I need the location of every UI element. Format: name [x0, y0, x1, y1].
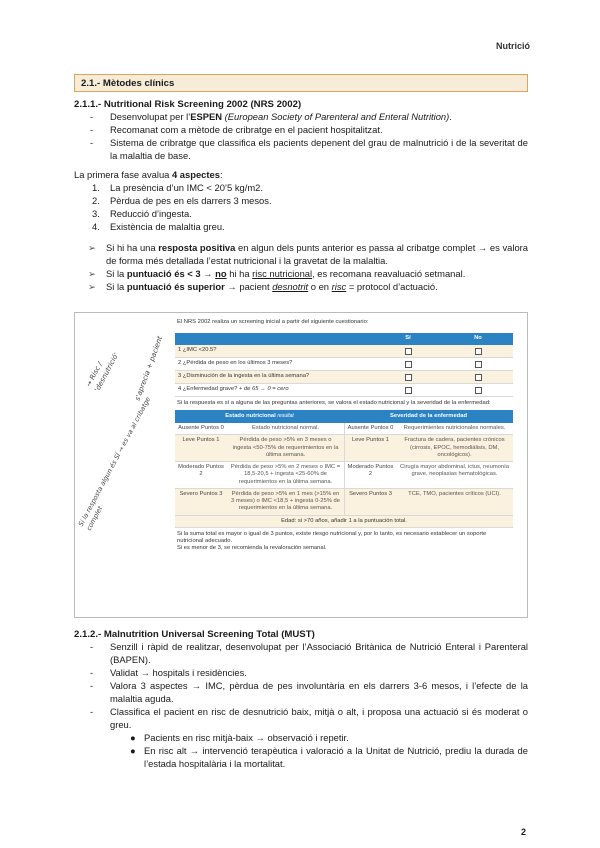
table-row: 3 ¿Disminución de la ingesta en la última semana?: [175, 371, 513, 384]
table-row: Severo Puntos 3 Pérdida de peso >5% en 1 mes (>15% en 3 meses) o IMC <18,5 + ingesta 0-25% de requerimientos en la última semana. Severo Puntos 3 TCE, TMO, pacientes críticos (UCI).: [175, 489, 513, 516]
checkbox-icon: [475, 374, 482, 381]
arrow-bullet-icon: ➢: [88, 267, 96, 279]
list-item: - Valora 3 aspectes → IMC, pèrdua de pes involuntària en els darrers 3-6 mesos, i l’efecte de la malaltia aguda.: [74, 680, 528, 706]
checkbox-icon: [405, 374, 412, 381]
list-item: - Classifica el pacient en risc de desnutrició baix, mitjà o alt, i proposa una actuació si és moderat o greu.: [74, 706, 528, 732]
section-heading: 2.1.- Mètodes clínics: [74, 74, 528, 92]
must-list: [74, 641, 528, 732]
handwritten-note: Si la resposta algun és SÍ → es va al cribatge complet: [76, 395, 153, 532]
list-item: - Sistema de cribratge que classifica els pacients depenent del grau de malnutrició i de la severitat de la malaltia de base.: [74, 137, 528, 163]
list-item: ➢ Si la puntuació és < 3 → no hi ha risc nutricional, es recomana reavaluació setmanal.: [88, 267, 466, 279]
table-row: 4 ¿Enfermedad grave? + de 65 → 0 = cero: [175, 384, 513, 397]
figure-caption: El NRS 2002 realiza un screening inicial a partir del siguiente cuestionario:: [177, 319, 369, 325]
handwritten-note: s'aprecia + pacient: [133, 335, 165, 402]
table-row: Moderado Puntos 2 Pérdida de peso >5% en 2 meses o IMC = 18,5-20,5 + ingesta <25-60% de requerimientos en la última semana. Moderado Puntos 2 Cirugía mayor abdominal, ictus, neumonía grave, neoplasias hematológicas.: [175, 462, 513, 489]
table-row: Leve Puntos 1 Pérdida de peso >5% en 3 meses o ingesta <50-75% de requerimientos en la última semana. Leve Puntos 1 Fractura de cadera, pacientes crónicos (cirrosis, EPOC, hemodiálisis, DM, oncológicos).: [175, 435, 513, 462]
table-row: Ausente Puntos 0 Estado nutricional normal. Ausente Puntos 0 Requerimientes nutricionales normales.: [175, 423, 513, 435]
checkbox-icon: [475, 348, 482, 355]
must-section: [74, 628, 528, 771]
list-item: ➢ Si hi ha una resposta positiva en algun dels punts anterior es passa al cribatge complet → es valora de forma més detallada l’estat nutricional i la gravetat de la malaltia.: [88, 241, 528, 266]
bullet-icon: ●: [130, 744, 136, 756]
list-item: - Desenvolupat per l’ESPEN (European Society of Parenteral and Enteral Nutrition).: [74, 111, 528, 124]
list-item: 4. Existència de malaltia greu.: [92, 220, 225, 232]
checkbox-icon: [405, 361, 412, 368]
question-rows: [175, 345, 513, 397]
must-title: 2.1.2.- Malnutrition Universal Screening Total (MUST): [74, 629, 315, 640]
list-item: ● En risc alt → intervenció terapèutica i valoració a la Unitat de Nutrició, prediu la durada de l’estada hospitalària i la mortalitat.: [130, 744, 528, 769]
question-header: Sí No: [175, 333, 513, 345]
aspects-list: [74, 182, 528, 234]
arrow-list: [74, 242, 528, 294]
must-bullets: [74, 732, 528, 771]
page-number: 2: [520, 827, 526, 837]
list-item: - Validat → hospitals i residències.: [74, 667, 528, 680]
figure-final-note: Si la suma total es mayor o igual de 3 puntos, existe riesgo nutricional y, por lo tanto, es necesario establecer un soporte nutricional adecuado. Si es menor de 3, se recomienda la revaloración semanal.: [177, 530, 487, 552]
arrow-bullet-icon: ➢: [88, 280, 96, 292]
nrs-title: 2.1.1.- Nutritional Risk Screening 2002 (NRS 2002): [74, 99, 302, 110]
list-item: 2. Pèrdua de pes en els darrers 3 mesos.: [92, 195, 272, 207]
list-item: 3. Reducció d’ingesta.: [92, 208, 192, 220]
checkbox-icon: [405, 387, 412, 394]
checkbox-icon: [475, 387, 482, 394]
severity-header: Estado nutricional resultat Severidad de la enfermedad: [175, 410, 513, 423]
list-item: ● Pacients en risc mitjà-baix → observació i repetir.: [130, 732, 349, 744]
checkbox-icon: [475, 361, 482, 368]
list-item: - Recomanat com a mètode de cribratge en el pacient hospitalitzat.: [74, 124, 528, 137]
table-row: 1 ¿IMC <20.5?: [175, 345, 513, 358]
phase-intro: La primera fase avalua 4 aspectes:: [74, 169, 223, 181]
nrs-table: [175, 319, 513, 556]
nrs-list: [74, 111, 528, 163]
checkbox-icon: [405, 348, 412, 355]
arrow-bullet-icon: ➢: [88, 241, 96, 253]
bullet-icon: ●: [130, 732, 136, 744]
header-title: Nutrició: [495, 41, 530, 51]
list-item: ➢ Si la puntuació és superior → pacient desnotrit o en risc = protocol d’actuació.: [88, 280, 438, 292]
figure-note: Si la respuesta es sí a alguna de las preguntas anteriores, se valora el estado nutricional y la severidad de la enfermedad:: [177, 400, 491, 406]
table-row: 2 ¿Pérdida de peso en los últimos 3 meses?: [175, 358, 513, 371]
nrs-section: [74, 98, 528, 294]
list-item: - Senzill i ràpid de realitzar, desenvolupat per l’Associació Britànica de Nutrició Enteral i Parenteral (BAPEN).: [74, 641, 528, 667]
list-item: 1. La presència d’un IMC < 20’5 kg/m2.: [92, 182, 263, 194]
nrs-figure: [74, 312, 528, 618]
handwritten-note: → Risc / 'desnutrició': [84, 351, 121, 393]
age-row: Edad: si >70 años, añadir 1 a la puntuación total.: [175, 516, 513, 528]
